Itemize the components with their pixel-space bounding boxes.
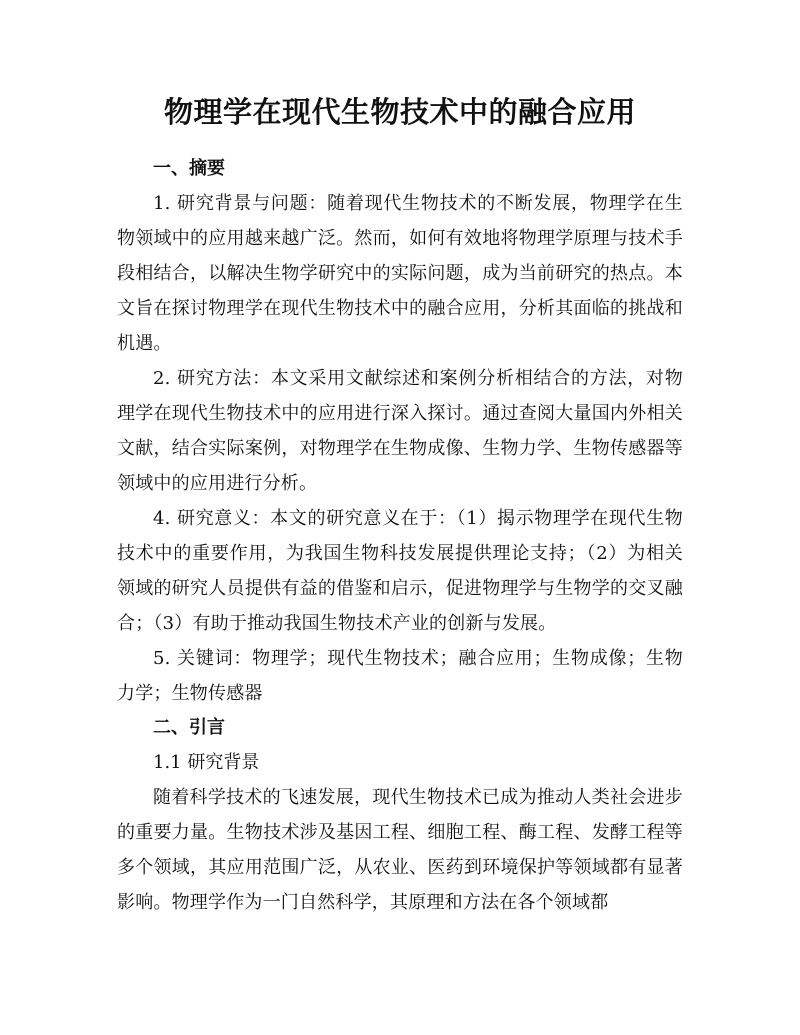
research-background-subheading: 1.1 研究背景	[153, 752, 260, 773]
abstract-heading: 一、摘要	[153, 158, 225, 179]
introduction-heading: 二、引言	[153, 717, 225, 738]
abstract-paragraph-keywords: 5. 关键词：物理学；现代生物技术；融合应用；生物成像；生物力学；生物传感器	[117, 648, 683, 704]
abstract-paragraph-significance: 4. 研究意义：本文的研究意义在于：（1）揭示物理学在现代生物技术中的重要作用，为我国生物科技发展提供理论支持；（2）为相关领域的研究人员提供有益的借鉴和启示，促进物理学与生物学的交叉融合；（3）有助于推动我国生物技术产业的创新与发展。	[117, 508, 683, 634]
document-title: 物理学在现代生物技术中的融合应用	[163, 95, 636, 129]
introduction-paragraph: 随着科学技术的飞速发展，现代生物技术已成为推动人类社会进步的重要力量。生物技术涉及基因工程、细胞工程、酶工程、发酵工程等多个领域，其应用范围广泛，从农业、医药到环境保护等领域都有显著影响。物理学作为一门自然科学，其原理和方法在各个领域都	[117, 787, 683, 913]
abstract-paragraph-methods: 2. 研究方法：本文采用文献综述和案例分析相结合的方法，对物理学在现代生物技术中的应用进行深入探讨。通过查阅大量国内外相关文献，结合实际案例，对物理学在生物成像、生物力学、生物传感器等领域中的应用进行分析。	[117, 368, 683, 494]
abstract-paragraph-background: 1. 研究背景与问题：随着现代生物技术的不断发展，物理学在生物领域中的应用越来越广泛。然而，如何有效地将物理学原理与技术手段相结合，以解决生物学研究中的实际问题，成为当前研究的热点。本文旨在探讨物理学在现代生物技术中的融合应用，分析其面临的挑战和机遇。	[117, 193, 683, 354]
